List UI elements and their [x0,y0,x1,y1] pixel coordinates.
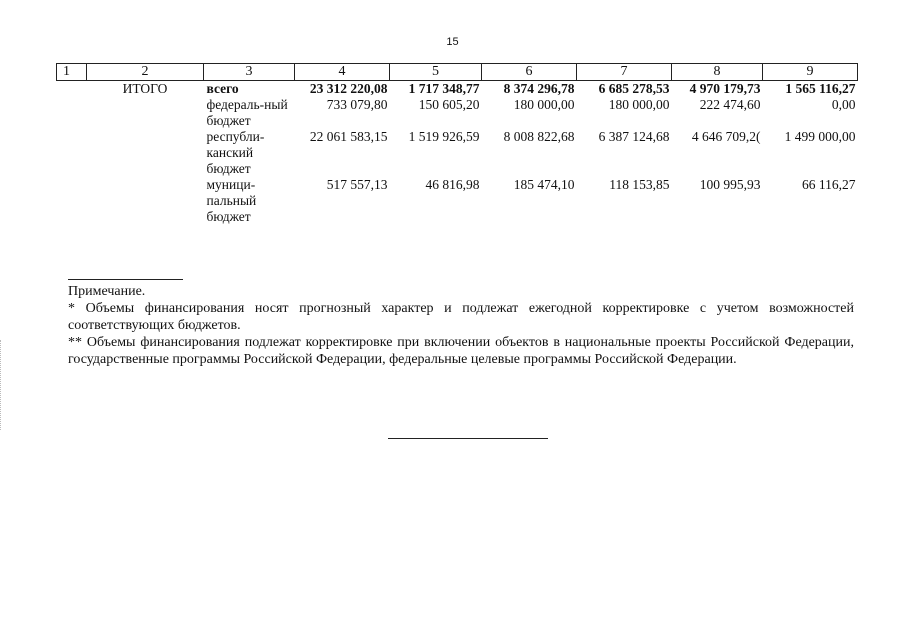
notes-heading: Примечание. [68,284,146,299]
column-number-5: 5 [390,64,482,81]
row-label-republican: республи-канский бюджет [206,129,265,176]
end-of-document-line [388,438,548,439]
cell-value: 517 557,13 [326,177,388,192]
row-name [87,129,204,177]
cell-value: 4 646 709,2( [691,129,761,144]
cell-value: 66 116,27 [802,177,856,192]
page-number: 15 [446,36,459,48]
cell-value: 23 312 220,08 [309,81,388,96]
cell-value: 1 499 000,00 [784,129,856,144]
column-number-1: 1 [57,64,87,81]
cell-value: 150 605,20 [418,97,480,112]
table-row-republican [57,129,858,177]
table-header-row [57,64,858,81]
cell-value: 8 008 822,68 [503,129,575,144]
column-number-7: 7 [577,64,672,81]
column-number-8: 8 [672,64,763,81]
table-row-total [57,81,858,98]
cell-value: 733 079,80 [326,97,388,112]
note-1: * Объемы финансирования носят прогнозный характер и подлежат ежегодной корректировке с учетом возможностей соответствующих бюджетов. [68,301,854,333]
scan-edge-mark [0,340,3,430]
cell-value: 185 474,10 [513,177,575,192]
cell-value: 118 153,85 [609,177,670,192]
column-number-6: 6 [482,64,577,81]
cell-value: 100 995,93 [699,177,761,192]
row-name-total: ИТОГО [122,81,168,96]
notes-block [68,283,854,368]
cell-value: 6 685 278,53 [598,81,670,96]
column-number-4: 4 [295,64,390,81]
notes-separator-line [68,279,183,280]
cell-value: 222 474,60 [699,97,761,112]
cell-value: 1 717 348,77 [408,81,480,96]
cell-value: 22 061 583,15 [309,129,388,144]
row-label-federal: федераль-ный бюджет [206,97,288,128]
note-2: ** Объемы финансирования подлежат корректировке при включении объектов в национальные проекты Российской Федерации, государственные программы Российской Федерации, федеральные целевые программы Российской Федерации. [68,335,854,367]
column-number-9: 9 [763,64,858,81]
column-number-3: 3 [204,64,295,81]
cell-value: 6 387 124,68 [598,129,670,144]
row-name [87,97,204,129]
financing-table [56,63,858,225]
column-number-2: 2 [87,64,204,81]
cell-value: 1 565 116,27 [785,81,856,96]
row-label-total: всего [206,81,239,96]
row-label-municipal: муници-пальный бюджет [206,177,257,224]
table-row-federal [57,97,858,129]
cell-value: 4 970 179,73 [689,81,761,96]
cell-value: 46 816,98 [425,177,480,192]
row-name [87,177,204,225]
cell-value: 1 519 926,59 [408,129,480,144]
cell-value: 180 000,00 [608,97,670,112]
cell-value: 180 000,00 [513,97,575,112]
table-row-municipal [57,177,858,225]
cell-value: 0,00 [831,97,856,112]
cell-value: 8 374 296,78 [503,81,575,96]
